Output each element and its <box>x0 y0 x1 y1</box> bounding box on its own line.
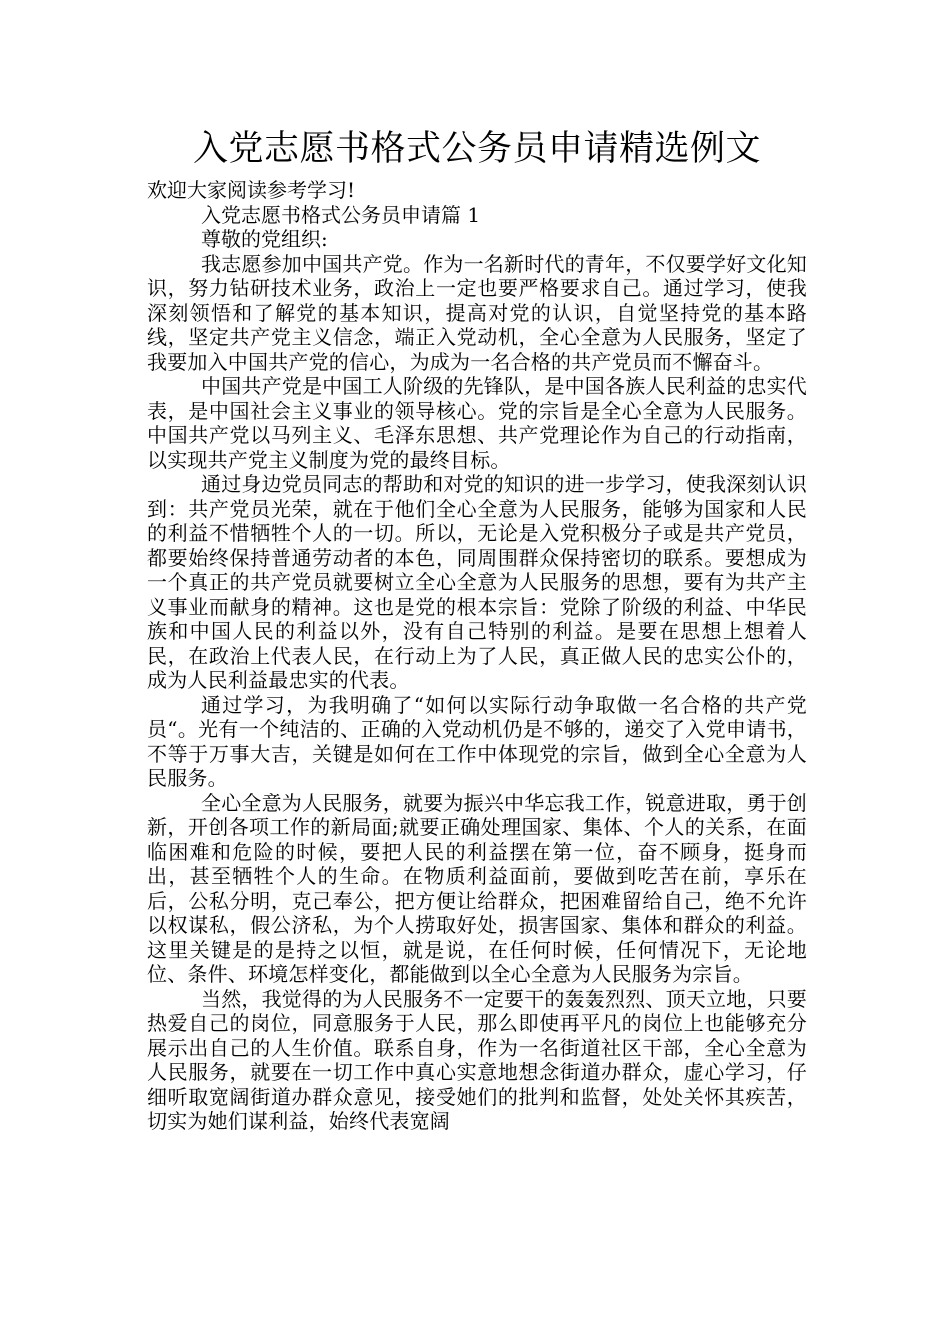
body-paragraph-3: 通过身边党员同志的帮助和对党的知识的进一步学习，使我深刻认识到：共产党员光荣，就在于他们全心全意为人民服务，能够为国家和人民的利益不惜牺牲个人的一切。所以，无论是入党积极分子或是共产党员，都要始终保持普通劳动者的本色，同周围群众保持密切的联系。要想成为一个真正的共产党员就要树立全心全意为人民服务的思想，要有为共产主义事业而献身的精神。这也是党的根本宗旨：党除了阶级的利益、中华民族和中国人民的利益以外，没有自己特别的利益。是要在思想上想着人民，在政治上代表人民，在行动上为了人民，真正做人民的忠实公仆的，成为人民利益最忠实的代表。 <box>147 472 807 692</box>
section-heading: 入党志愿书格式公务员申请篇 1 <box>201 202 481 227</box>
body-paragraph-4: 通过学习，为我明确了“如何以实际行动争取做一名合格的共产党员“。光有一个纯洁的、正确的入党动机仍是不够的，递交了入党申请书，不等于万事大吉，关键是如何在工作中体现党的宗旨，做到全心全意为人民服务。 <box>147 692 807 790</box>
salutation: 尊敬的党组织: <box>201 227 328 251</box>
body-paragraph-5: 全心全意为人民服务，就要为振兴中华忘我工作，锐意进取，勇于创新，开创各项工作的新局面;就要正确处理国家、集体、个人的关系，在面临困难和危险的时候，要把人民的利益摆在第一位，奋不顾身，挺身而出，甚至牺牲个人的生命。在物质利益面前，要做到吃苦在前，享乐在后，公私分明，克己奉公，把方便让给群众，把困难留给自己，绝不允许以权谋私，假公济私，为个人捞取好处，损害国家、集体和群众的利益。这里关键是的是持之以恒，就是说，在任何时候，任何情况下，无论地位、条件、环境怎样变化，都能做到以全心全意为人民服务为宗旨。 <box>147 790 807 986</box>
body-paragraph-2: 中国共产党是中国工人阶级的先锋队，是中国各族人民利益的忠实代表，是中国社会主义事业的领导核心。党的宗旨是全心全意为人民服务。中国共产党以马列主义、毛泽东思想、共产党理论作为自己的行动指南，以实现共产党主义制度为党的最终目标。 <box>147 374 807 472</box>
document-title: 入党志愿书格式公务员申请精选例文 <box>192 129 761 169</box>
body-paragraph-1: 我志愿参加中国共产党。作为一名新时代的青年，不仅要学好文化知识，努力钻研技术业务，政治上一定也要严格要求自己。通过学习，使我深刻领悟和了解党的基本知识，提高对党的认识，自觉坚持党的基本路线，坚定共产党主义信念，端正入党动机，全心全意为人民服务，坚定了我要加入中国共产党的信心，为成为一名合格的共产党员而不懈奋斗。 <box>147 251 807 374</box>
body-paragraph-6: 当然，我觉得的为人民服务不一定要干的轰轰烈烈、顶天立地，只要热爱自己的岗位，同意服务于人民，那么即使再平凡的岗位上也能够充分展示出自己的人生价值。联系自身，作为一名街道社区干部，全心全意为人民服务，就要在一切工作中真心实意地想念街道办群众，虚心学习，仔细听取宽阔街道办群众意见，接受她们的批判和监督，处处关怀其疾苦，切实为她们谋利益，始终代表宽阔 <box>147 986 807 1133</box>
document-page <box>147 126 807 1134</box>
intro-line: 欢迎大家阅读参考学习! <box>147 178 356 202</box>
